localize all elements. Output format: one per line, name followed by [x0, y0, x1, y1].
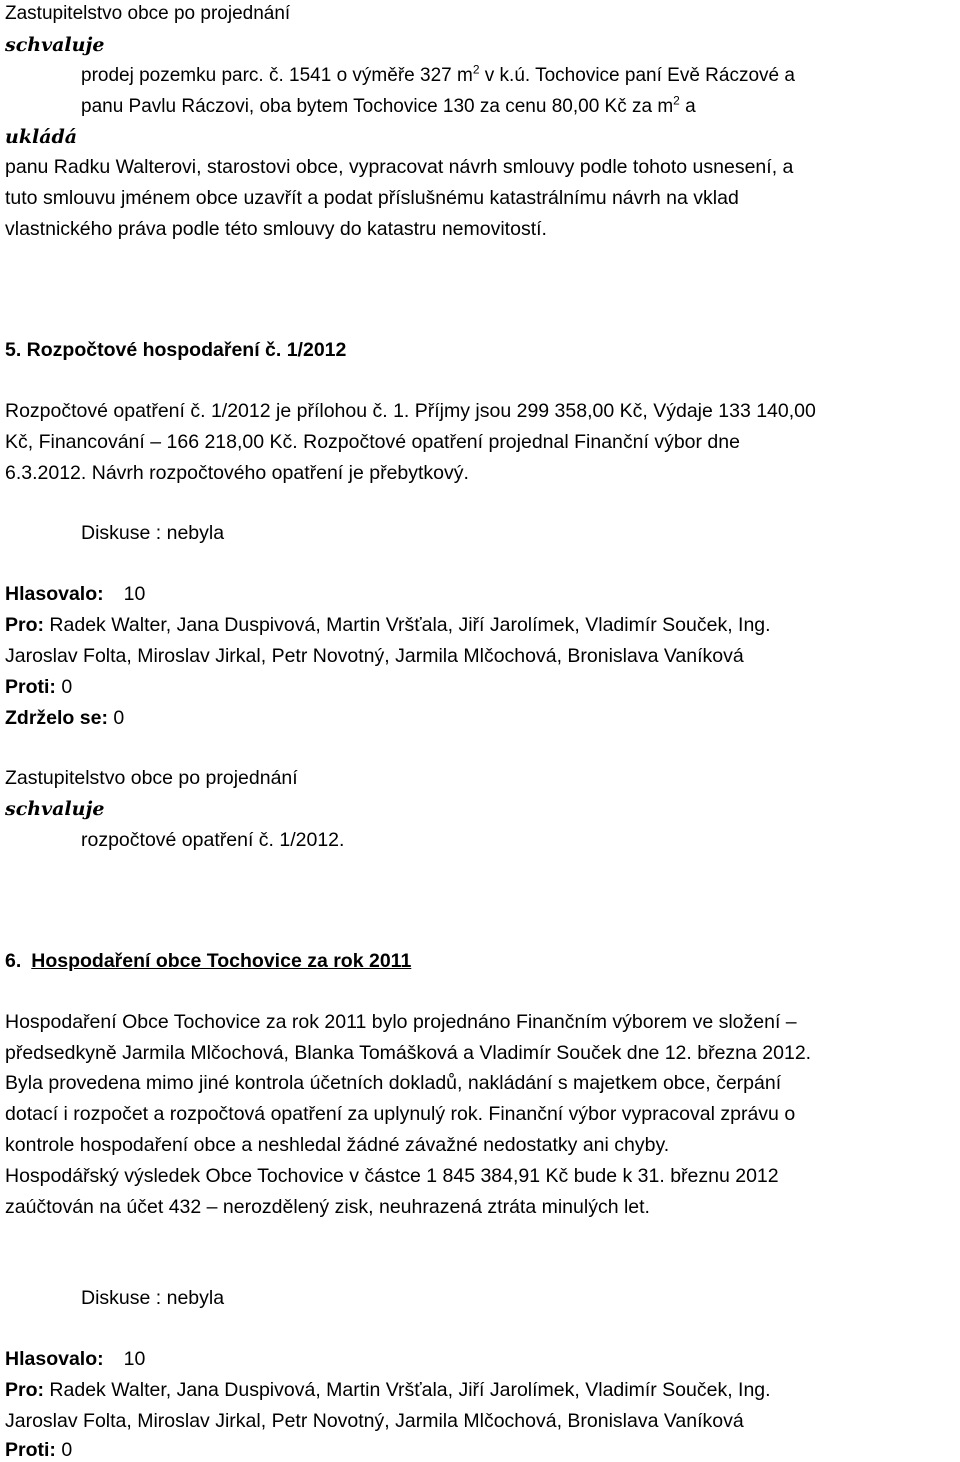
s5-approved-item: rozpočtové opatření č. 1/2012. [81, 829, 345, 851]
s5-approves-label: schvaluje [5, 798, 105, 820]
sale-line-2: panu Pavlu Ráczovi, oba bytem Tochovice 130 za cenu 80,00 Kč za $m^2$ a [81, 93, 696, 117]
s6-votes-for: Pro: Radek Walter, Jana Duspivová, Martin Vršťala, Jiří Jarolímek, Vladimír Souček, Ing. [5, 1379, 771, 1401]
s5-paragraph-line-3: 6.3.2012. Návrh rozpočtového opatření je přebytkový. [5, 462, 469, 484]
s5-council-intro: Zastupitelstvo obce po projednání [5, 767, 298, 789]
assign-text-line-1: panu Radku Walterovi, starostovi obce, vypracovat návrh smlouvy podle tohoto usnesení, a [5, 156, 794, 178]
sale-line-1: prodej pozemku parc. č. 1541 o výměře 327 $m^2$ v k.ú. Tochovice paní Evě Ráczové a [81, 62, 795, 86]
s5-votes-abstain: Zdrželo se: 0 [5, 707, 125, 729]
s6-discussion: Diskuse : nebyla [81, 1287, 225, 1309]
section-5-heading: 5. Rozpočtové hospodaření č. 1/2012 [5, 339, 347, 361]
s6-paragraph-line-2: předsedkyně Jarmila Mlčochová, Blanka Tomášková a Vladimír Souček dne 12. března 2012. [5, 1042, 812, 1064]
s5-paragraph-line-2: Kč, Financování – 166 218,00 Kč. Rozpočtové opatření projednal Finanční výbor dne [5, 431, 740, 453]
s5-votes-for: Pro: Radek Walter, Jana Duspivová, Martin Vršťala, Jiří Jarolímek, Vladimír Souček, Ing. [5, 614, 771, 636]
s6-votes-for-cont: Jaroslav Folta, Miroslav Jirkal, Petr Novotný, Jarmila Mlčochová, Bronislava Vaníková [5, 1410, 744, 1432]
section-6-heading: 6. Hospodaření obce Tochovice za rok 2011 [5, 950, 412, 972]
s5-discussion: Diskuse : nebyla [81, 522, 225, 544]
s6-paragraph-line-1: Hospodaření Obce Tochovice za rok 2011 bylo projednáno Finančním výborem ve složení – [5, 1011, 797, 1033]
approves-label: schvaluje [5, 34, 105, 56]
superscript: 2 [673, 93, 680, 108]
s6-votes-against: Proti: 0 [5, 1439, 73, 1461]
s5-votes-total: Hlasovalo: 10 [5, 583, 146, 605]
assign-text-line-2: tuto smlouvu jménem obce uzavřít a podat příslušnému katastrálnímu návrh na vklad [5, 187, 739, 209]
s5-votes-against: Proti: 0 [5, 676, 73, 698]
s6-paragraph-line-5: kontrole hospodaření obce a neshledal žádné závažné nedostatky ani chyby. [5, 1134, 670, 1156]
s6-paragraph-line-6: Hospodářský výsledek Obce Tochovice v částce 1 845 384,91 Kč bude k 31. březnu 2012 [5, 1165, 779, 1187]
s5-votes-for-cont: Jaroslav Folta, Miroslav Jirkal, Petr Novotný, Jarmila Mlčochová, Bronislava Vaníková [5, 645, 744, 667]
council-intro: Zastupitelstvo obce po projednání [5, 3, 291, 24]
s6-paragraph-line-3: Byla provedena mimo jiné kontrola účetních dokladů, nakládání s majetkem obce, čerpání [5, 1072, 782, 1094]
assigns-label: ukládá [5, 126, 78, 148]
assign-text-line-3: vlastnického práva podle této smlouvy do katastru nemovitostí. [5, 218, 547, 240]
s6-paragraph-line-7: zaúčtován na účet 432 – nerozdělený zisk, neuhrazená ztráta minulých let. [5, 1196, 650, 1218]
s6-paragraph-line-4: dotací i rozpočet a rozpočtová opatření za uplynulý rok. Finanční výbor vypracoval zprávu o [5, 1103, 796, 1125]
superscript: 2 [472, 62, 480, 77]
s6-votes-total: Hlasovalo: 10 [5, 1348, 146, 1370]
s5-paragraph-line-1: Rozpočtové opatření č. 1/2012 je přílohou č. 1. Příjmy jsou 299 358,00 Kč, Výdaje 133 140,00 [5, 400, 816, 422]
